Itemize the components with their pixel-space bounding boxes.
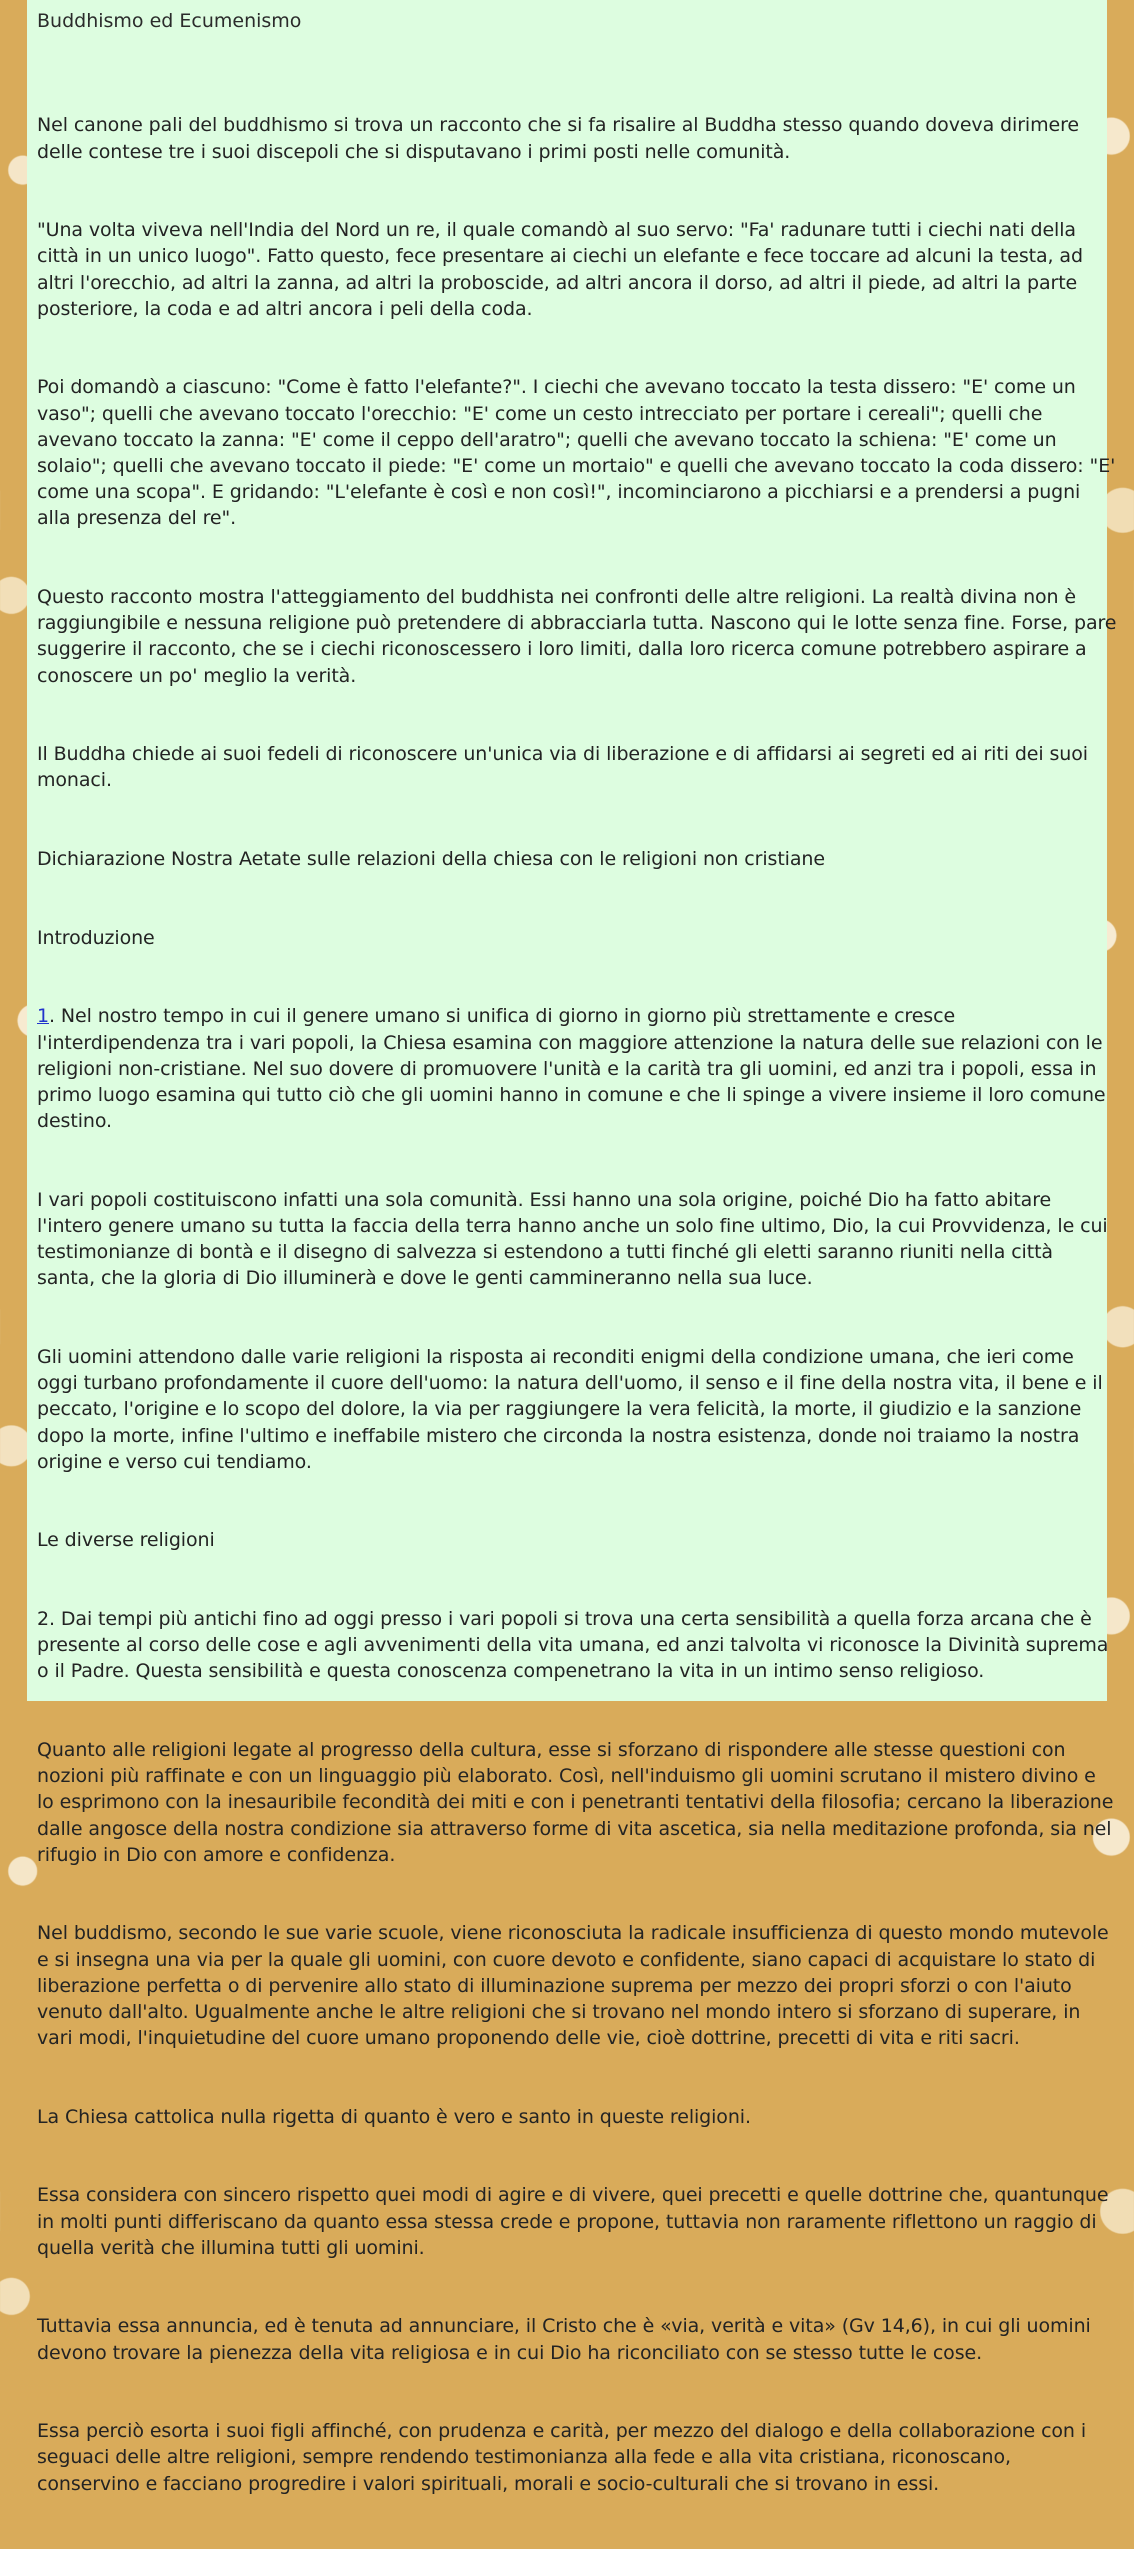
section-heading: Le diverse religioni	[37, 1529, 215, 1552]
paragraph: Quanto alle religioni legate al progresso della cultura, esse si sforzano di rispondere alle stesse questioni con nozioni più raffinate e con un linguaggio più elaborato. Così, nell'induismo gli uomini scrutano il mistero divino e lo esprimono con la inesauribile fecondità dei miti e con i penetranti tentativi della filosofia; cercano la liberazione dalle angosce della nostra condizione sia attraverso forme di vita ascetica, sia nella meditazione profonda, sia nel rifugio in Dio con amore e confidenza.	[37, 1739, 1120, 1866]
paragraph: Nel canone pali del buddhismo si trova un racconto che si fa risalire al Buddha stesso quando doveva dirimere delle contese tre i suoi discepoli che si disputavano i primi posti nelle comunità.	[37, 114, 1085, 163]
paragraph: Poi domandò a ciascuno: "Come è fatto l'elefante?". I ciechi che avevano toccato la testa dissero: "E' come un vaso"; quelli che avevano toccato l'orecchio: "E' come un cesto intrecciato per portare i cereali"; quelli che avevano toccato la zanna: "E' come il ceppo dell'aratro"; quelli che avevano toccato la schiena: "E' come un solaio"; quelli che avevano toccato il piede: "E' come un mortaio" e quelli che avevano toccato la coda dissero: "E' come una scopa". E gridando: "L'elefante è così e non così!", incominciarono a picchiarsi e a prendersi a pugni alla presenza del re".	[37, 376, 1122, 530]
paragraph: Questo racconto mostra l'atteggiamento del buddhista nei confronti delle altre religioni. La realtà divina non è raggiungibile e nessuna religione può pretendere di abbracciarla tutta. Nascono qui le lotte senza fine. Forse, pare suggerire il racconto, che se i ciechi riconoscessero i loro limiti, dalla loro ricerca comune potrebbero aspirare a conoscere un po' meglio la verità.	[37, 586, 1123, 687]
footnote-link[interactable]: 1	[37, 1005, 49, 1028]
paragraph: 2. Dai tempi più antichi fino ad oggi presso i vari popoli si trova una certa sensibilità a quella forza arcana che è presente al corso delle cose e agli avvenimenti della vita umana, ed anzi talvolta vi riconosce la Divinità suprema o il Padre. Questa sensibilità e questa conoscenza compenetrano la vita in un intimo senso religioso.	[37, 1607, 1115, 1683]
paragraph: "Una volta viveva nell'India del Nord un re, il quale comandò al suo servo: "Fa' radunare tutti i ciechi nati della città in un unico luogo". Fatto questo, fece presentare ai ciechi un elefante e fece toccare ad alcuni la testa, ad altri l'orecchio, ad altri la zanna, ad altri la proboscide, ad altri ancora il dorso, ad altri il piede, ad altri la parte posteriore, la coda e ad altri ancora i peli della coda.	[37, 219, 1089, 320]
document-body	[37, 60, 1123, 2549]
paragraph: Essa perciò esorta i suoi figli affinché, con prudenza e carità, per mezzo del dialogo e della collaborazione con i seguaci delle altre religioni, sempre rendendo testimonianza alla fede e alla vita cristiana, riconoscano, conservino e facciano progredire i valori spirituali, morali e socio-culturali che si trovano in essi.	[37, 2420, 1092, 2495]
paragraph: Il Buddha chiede ai suoi fedeli di riconoscere un'unica via di liberazione e di affidarsi ai segreti ed ai riti dei suoi monaci.	[37, 743, 1094, 792]
paragraph: Nel buddismo, secondo le sue varie scuole, viene riconosciuta la radicale insufficienza di questo mondo mutevole e si insegna una via per la quale gli uomini, con cuore devoto e confidente, siano capaci di acquistare lo stato di liberazione perfetta o di pervenire allo stato di illuminazione suprema per mezzo dei propri sforzi o con l'aiuto venuto dall'alto. Ugualmente anche le altre religioni che si trovano nel mondo intero si sforzano di superare, in vari modi, l'inquietudine del cuore umano proponendo delle vie, cioè dottrine, precetti di vita e riti sacri.	[37, 1922, 1115, 2050]
paragraph: Essa considera con sincero rispetto quei modi di agire e di vivere, quei precetti e quelle dottrine che, quantunque in molti punti differiscano da quanto essa stessa crede e propone, tuttavia non raramente riflettono un raggio di quella verità che illumina tutti gli uomini.	[37, 2184, 1115, 2259]
paragraph-text: . Nel nostro tempo in cui il genere umano si unifica di giorno in giorno più strettamente e cresce l'interdipendenza tra i vari popoli, la Chiesa esamina con maggiore attenzione la natura delle sue relazioni con le religioni non-cristiane. Nel suo dovere di promuovere l'unità e la carità tra gli uomini, ed anzi tra i popoli, essa in primo luogo esamina qui tutto ciò che gli uomini hanno in comune e che li spinge a vivere insieme il loro comune destino.	[37, 1005, 1112, 1133]
paragraph: I vari popoli costituiscono infatti una sola comunità. Essi hanno una sola origine, poiché Dio ha fatto abitare l'intero genere umano su tutta la faccia della terra hanno anche un solo fine ultimo, Dio, la cui Provvidenza, le cui testimonianze di bontà e il disegno di salvezza si estendono a tutti finché gli eletti saranno riuniti nella città santa, che la gloria di Dio illuminerà e dove le genti cammineranno nella sua luce.	[37, 1188, 1114, 1290]
paragraph: La Chiesa cattolica nulla rigetta di quanto è vero e santo in queste religioni.	[37, 2105, 751, 2128]
section-heading: Introduzione	[37, 926, 155, 949]
document-panel	[27, 0, 1123, 2495]
paragraph: Gli uomini attendono dalle varie religioni la risposta ai reconditi enigmi della condizione umana, che ieri come oggi turbano profondamente il cuore dell'uomo: la natura dell'uomo, il senso e il fine della nostra vita, il bene e il peccato, l'origine e lo scopo del dolore, la via per raggiungere la vera felicità, la morte, il giudizio e la sanzione dopo la morte, infine l'ultimo e ineffabile mistero che circonda la nostra esistenza, donde noi traiamo la nostra origine e verso cui tendiamo.	[37, 1345, 1109, 1473]
document-title: Buddhismo ed Ecumenismo	[37, 10, 302, 32]
paragraph: Tuttavia essa annuncia, ed è tenuta ad annunciare, il Cristo che è «via, verità e vita» (Gv 14,6), in cui gli uomini devono trovare la pienezza della vita religiosa e in cui Dio ha riconciliato con se stesso tutte le cose.	[37, 2315, 1097, 2364]
paragraph	[37, 1003, 1117, 1134]
section-heading: Dichiarazione Nostra Aetate sulle relazioni della chiesa con le religioni non cristiane	[37, 848, 825, 871]
